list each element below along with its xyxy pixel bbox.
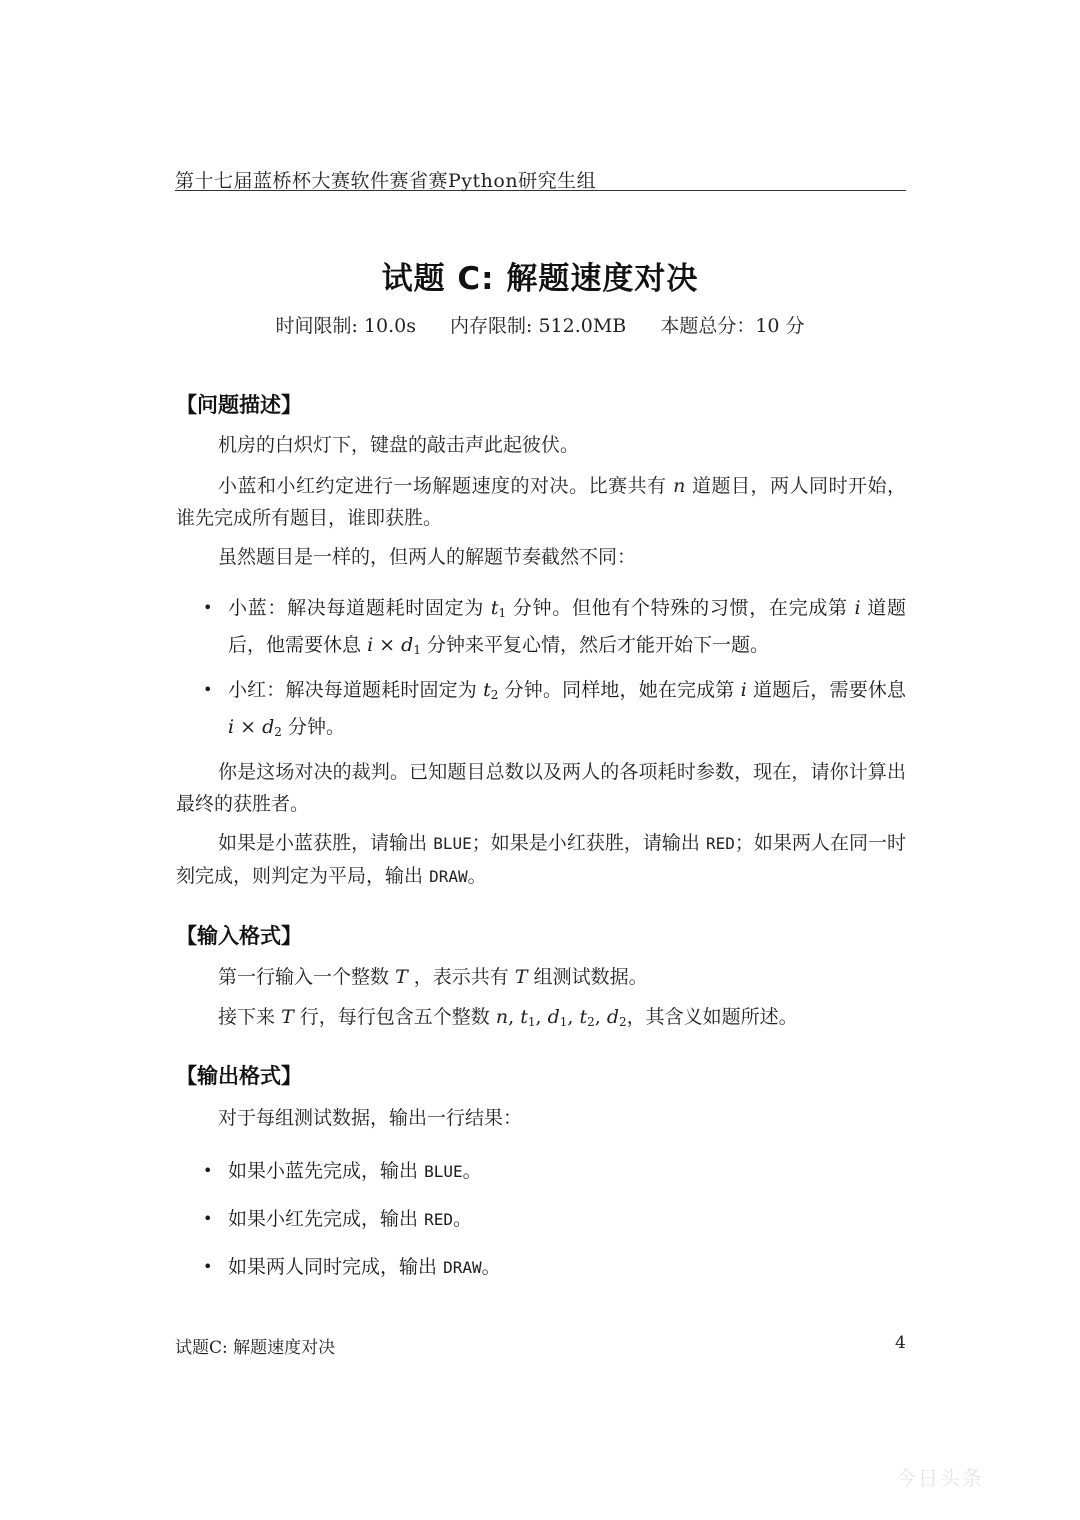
bullet-xiaolan: 小蓝：解决每道题耗时固定为 $t_1$ 分钟。但他有个特殊的习惯，在完成第 i 道题后，他需要休息 $i \times d_1$ 分钟来平复心情，然后才能开始下一题。 [228, 597, 906, 657]
header-rule [175, 190, 906, 191]
problem-title: 试题 C: 解题速度对决 [381, 261, 699, 297]
bullet-xiaohong: 小红：解决每道题耗时固定为 $t_2$ 分钟。同样地，她在完成第 i 道题后，需要休息 $i \times d_2$ 分钟。 [228, 679, 906, 739]
description-paragraph-5: 如果是小蓝获胜，请输出 BLUE；如果是小红获胜，请输出 RED；如果两人在同一时刻完成，则判定为平局，输出 DRAW。 [176, 832, 906, 887]
var-T: T [395, 966, 408, 988]
bullet-dot: • [203, 598, 213, 617]
watermark: 今日头条 [896, 1466, 984, 1490]
var-n: n [673, 475, 686, 497]
description-paragraph-3: 虽然题目是一样的，但两人的解题节奏截然不同： [218, 546, 637, 568]
bullet-dot: • [203, 680, 213, 699]
description-paragraph-4: 你是这场对决的裁判。已知题目总数以及两人的各项耗时参数，现在，请你计算出最终的获胜者。 [176, 761, 906, 815]
footer-title: 试题C: 解题速度对决 [175, 1338, 336, 1358]
output-item-red: 如果小红先完成，输出 RED。 [228, 1208, 472, 1230]
problem-limits [0, 311, 1080, 338]
code-blue: BLUE [433, 834, 472, 853]
bullet-dot: • [203, 1161, 213, 1180]
running-header: 第十七届蓝桥杯大赛软件赛省赛Python研究生组 [175, 170, 597, 192]
memory-limit: 内存限制: 512.0MB [450, 315, 627, 337]
time-limit: 时间限制: 10.0s [275, 315, 416, 337]
section-heading-description: 【问题描述】 [176, 393, 302, 417]
bullet-dot: • [203, 1257, 213, 1276]
output-intro: 对于每组测试数据，输出一行结果： [218, 1107, 523, 1129]
input-line-2: 接下来 T 行，每行包含五个整数 n, $t_1$, $d_1$, $t_2$, $d_2$，其含义如题所述。 [218, 1006, 798, 1029]
output-item-draw: 如果两人同时完成，输出 DRAW。 [228, 1256, 501, 1278]
code-red: RED [705, 834, 735, 853]
bullet-dot: • [203, 1209, 213, 1228]
description-paragraph-2: 小蓝和小红约定进行一场解题速度的对决。比赛共有 n 道题目，两人同时开始，谁先完成所有题目，谁即获胜。 [176, 475, 906, 529]
total-score: 本题总分：10 分 [660, 315, 805, 337]
description-paragraph-1: 机房的白炽灯下，键盘的敲击声此起彼伏。 [218, 434, 580, 456]
input-line-1: 第一行输入一个整数 T ，表示共有 T 组测试数据。 [218, 966, 648, 988]
page-number: 4 [895, 1333, 906, 1353]
section-heading-output: 【输出格式】 [176, 1064, 302, 1088]
section-heading-input: 【输入格式】 [176, 924, 302, 948]
output-item-blue: 如果小蓝先完成，输出 BLUE。 [228, 1160, 482, 1182]
code-draw: DRAW [429, 867, 468, 886]
